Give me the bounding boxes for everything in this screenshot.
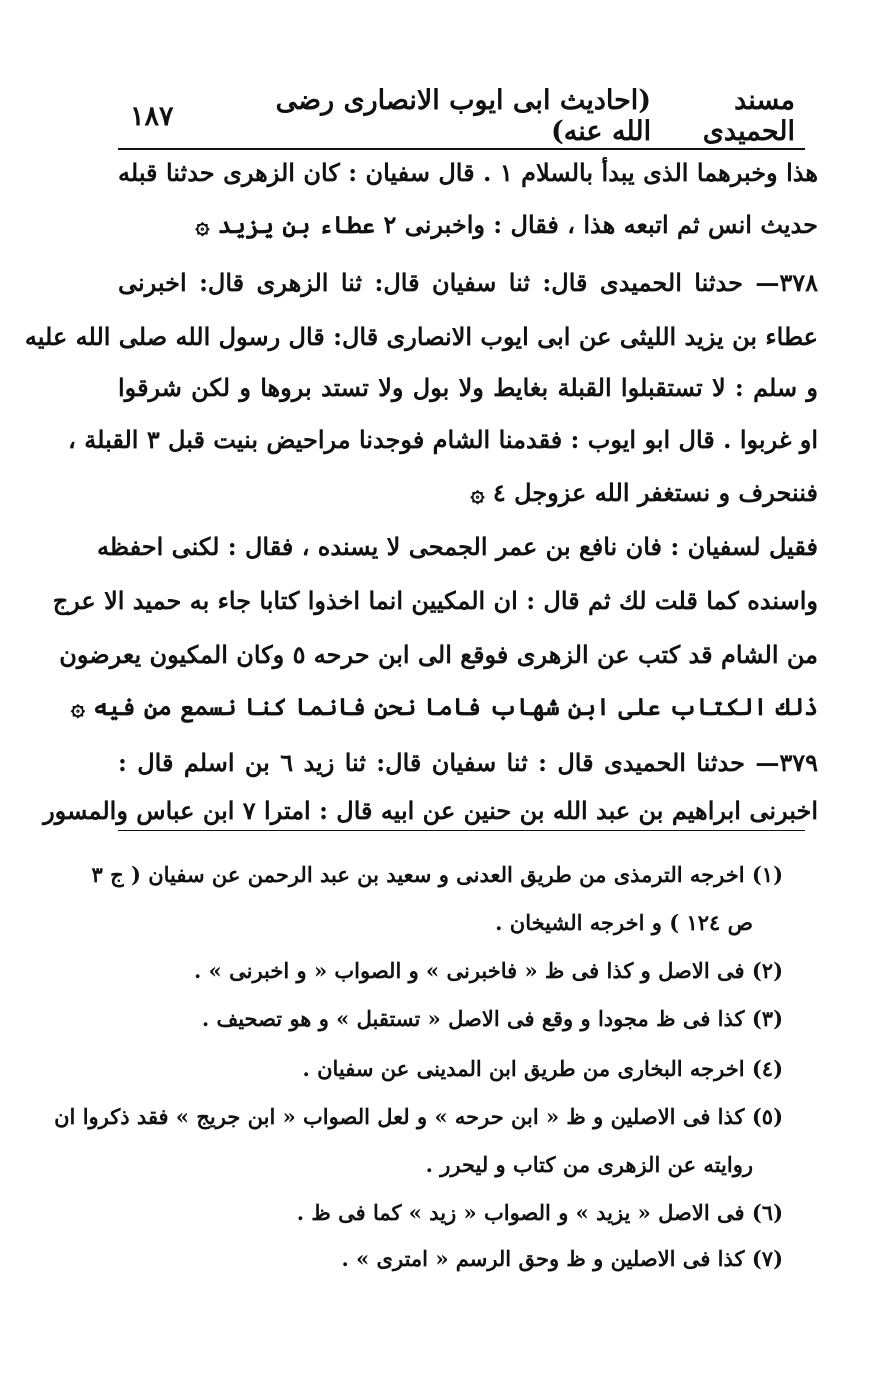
footnote-2: (٢) فى الاصل و كذا فى ظ « فاخبرنى » و الصواب « و اخبرنى » . — [194, 958, 783, 983]
page-number: ١٨٧ — [130, 100, 174, 132]
hadith-379-heading: ٣٧٩— حدثنا الحميدى قال : ثنا سفيان قال: ثنا زيد ٦ بن اسلم قال : — [118, 748, 819, 777]
footnote-1: (١) اخرجه الترمذى من طريق العدنى و سعيد بن عبد الرحمن عن سفيان ( ج ٣ — [91, 862, 783, 887]
header-left-group — [130, 85, 651, 147]
header-rule — [118, 148, 805, 150]
body-line: ذلك الكتاب على ابن شهاب فاما نحن فانما كنا نسمع من فيه ۞ — [70, 692, 818, 721]
body-line: فننحرف و نستغفر الله عزوجل ٤ ۞ — [470, 478, 818, 507]
footnote-7: (٧) كذا فى الاصلين و ظ وحق الرسم « امترى » . — [341, 1246, 783, 1271]
body-line: من الشام قد كتب عن الزهرى فوقع الى ابن حرحه ٥ وكان المكيون يعرضون — [59, 640, 818, 669]
body-line: عطاء بن يزيد الليثى عن ابى ايوب الانصارى قال: قال رسول الله صلى الله عليه — [24, 322, 818, 351]
footnote-3: (٣) كذا فى ظ مجودا و وقع فى الاصل « تستقبل » و هو تصحيف . — [201, 1006, 783, 1031]
page-header — [130, 85, 795, 147]
footnote-rule — [118, 830, 805, 831]
body-line: او غربوا . قال ابو ايوب : فقدمنا الشام فوجدنا مراحيض بنيت قبل ٣ القبلة ، — [68, 425, 818, 454]
footnote-5: (٥) كذا فى الاصلين و ظ « ابن حرحه » و لعل الصواب « ابن جريج » فقد ذكروا ان — [54, 1104, 783, 1129]
book-title: مسند الحميدى — [702, 85, 795, 147]
footnote-5-cont: روايته عن الزهرى من كتاب و ليحرر . — [425, 1152, 753, 1177]
body-line: حديث انس ثم اتبعه هذا ، فقال : واخبرنى ٢ عطاء بن يزيد ۞ — [195, 210, 818, 239]
body-line: فقيل لسفيان : فان نافع بن عمر الجمحى لا يسنده ، فقال : لكنى احفظه — [97, 532, 818, 561]
body-line: واسنده كما قلت لك ثم قال : ان المكيين انما اخذوا كتابا جاء به حميد الا عرج — [52, 586, 818, 615]
footnote-1-cont: ص ١٢٤ ) و اخرجه الشيخان . — [495, 910, 753, 935]
footnote-4: (٤) اخرجه البخارى من طريق ابن المدينى عن سفيان . — [302, 1056, 783, 1081]
body-line: اخبرنى ابراهيم بن عبد الله بن حنين عن ابيه قال : امترا ٧ ابن عباس والمسور — [43, 796, 818, 825]
hadith-378-heading: ٣٧٨— حدثنا الحميدى قال: ثنا سفيان قال: ثنا الزهرى قال: اخبرنى — [118, 268, 818, 297]
footnote-6: (٦) فى الاصل « يزيد » و الصواب « زيد » كما فى ظ . — [296, 1200, 783, 1225]
section-title: (احاديث ابى ايوب الانصارى رضى الله عنه) — [275, 85, 652, 147]
body-line: و سلم : لا تستقبلوا القبلة بغايط ولا بول ولا تستد بروها و لكن شرقوا — [118, 373, 818, 402]
body-line: هذا وخبرهما الذى يبدأ بالسلام ١ . قال سفيان : كان الزهرى حدثنا قبله — [118, 158, 818, 187]
